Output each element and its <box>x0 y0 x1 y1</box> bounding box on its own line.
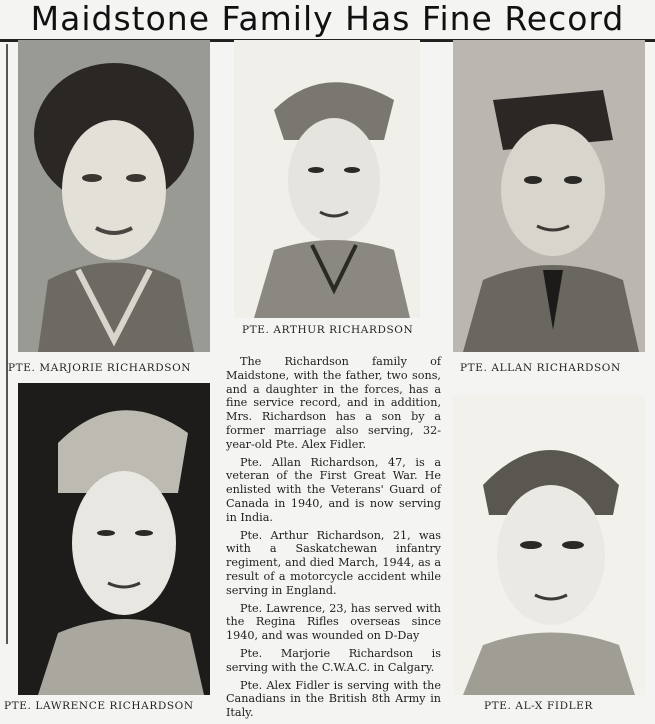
caption-arthur: PTE. ARTHUR RICHARDSON <box>242 324 414 336</box>
article-paragraph: The Richardson family of Maidstone, with the father, two sons, and a daughter in the forces, has a fine service record, and in addition, Mrs. Richardson has a son by a former marriage also serving, 32-year-old Pte. Alex Fidler. <box>226 355 441 451</box>
article-body <box>226 355 441 724</box>
photo-arthur <box>234 40 420 318</box>
photo-alex <box>453 395 645 695</box>
photo-marjorie <box>18 40 210 352</box>
article-paragraph: Pte. Alex Fidler is serving with the Canadians in the British 8th Army in Italy. <box>226 678 441 720</box>
article-paragraph: Pte. Arthur Richardson, 21, was with a Saskatchewan infantry regiment, and died March, 1944, as a result of a motorcycle accident while serving in England. <box>226 528 441 597</box>
photo-allan <box>453 40 645 352</box>
article-paragraph: Pte. Allan Richardson, 47, is a veteran of the First Great War. He enlisted with the Veterans' Guard of Canada in 1940, and is now serving in India. <box>226 455 441 524</box>
article-paragraph: Pte. Marjorie Richardson is serving with the C.W.A.C. in Calgary. <box>226 646 441 674</box>
caption-marjorie: PTE. MARJORIE RICHARDSON <box>8 362 192 374</box>
article-paragraph: Pte. Lawrence, 23, has served with the Regina Rifles overseas since 1940, and was wounded on D-Day <box>226 601 441 643</box>
column-rule <box>6 44 8 644</box>
caption-alex: PTE. AL-X FIDLER <box>484 700 593 712</box>
photo-lawrence <box>18 383 210 695</box>
headline: Maidstone Family Has Fine Record <box>30 0 625 38</box>
caption-lawrence: PTE. LAWRENCE RICHARDSON <box>4 700 194 712</box>
caption-allan: PTE. ALLAN RICHARDSON <box>460 362 621 374</box>
